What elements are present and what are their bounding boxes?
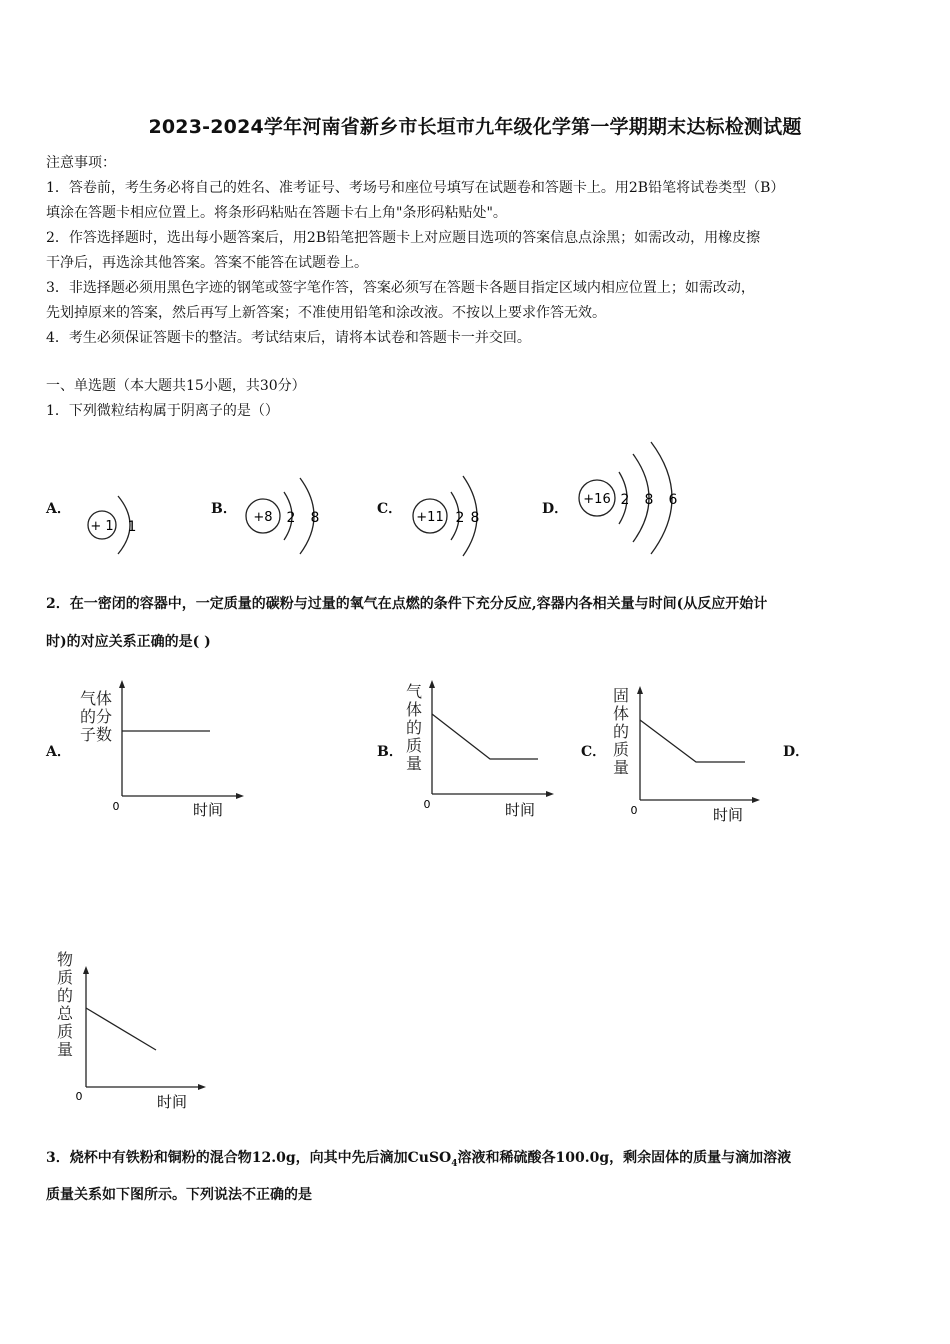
q2-c-ylabel-char-5: 量 (613, 758, 630, 777)
q2-option-b-label: B． (377, 744, 403, 760)
q2-d-ylabel-char-6: 量 (57, 1040, 74, 1059)
q2-c-origin: 0 (630, 804, 638, 817)
q2-b-ylabel-char-2: 体 (406, 700, 423, 719)
q2-option-d-label: D． (783, 744, 810, 760)
q2-c-data-line (640, 720, 745, 762)
q2-option-d-graph (74, 962, 214, 1112)
q2-b-xlabel: 时间 (504, 801, 536, 819)
q2-b-ylabel-char-1: 气 (406, 682, 423, 701)
question-2-stem-line-2: 时)的对应关系正确的是( ) (46, 634, 211, 650)
q1-option-d-atom-diagram (575, 438, 705, 558)
q2-a-ylabel-line-2: 的分 (80, 707, 113, 726)
note-1-line-2: 填涂在答题卡相应位置上。将条形码粘贴在答题卡右上角"条形码粘贴处"。 (46, 205, 507, 221)
q2-c-ylabel-char-2: 体 (613, 704, 630, 723)
q2-option-b-graph (420, 678, 560, 823)
q1-d-nucleus: +16 (583, 492, 611, 507)
q2-b-data-line (432, 714, 538, 759)
q1-option-a-label: A． (46, 501, 71, 517)
q3-stem-subscript: 4 (451, 1158, 458, 1169)
note-3-line-2: 先划掉原来的答案，然后再写上新答案；不准使用铅笔和涂改液。不按以上要求作答无效。 (46, 305, 606, 321)
q1-c-nucleus: +11 (416, 510, 444, 525)
q2-a-xlabel: 时间 (192, 801, 224, 819)
q2-b-ylabel-char-3: 的 (406, 718, 423, 737)
question-3-stem-line-2: 质量关系如下图所示。下列说法不正确的是 (46, 1187, 312, 1203)
q2-a-ylabel-line-3: 子数 (80, 725, 113, 744)
q2-c-ylabel-char-3: 的 (613, 722, 630, 741)
q1-c-shell-1: 2 (455, 510, 465, 526)
q1-option-b-label: B． (211, 501, 237, 517)
q2-d-ylabel-char-1: 物 (57, 950, 74, 969)
q2-d-origin: 0 (75, 1090, 83, 1103)
note-4: 4．考生必须保证答题卡的整洁。考试结束后，请将本试卷和答题卡一并交回。 (46, 330, 531, 346)
q1-option-c-label: C． (377, 501, 403, 517)
q1-b-shell-2: 8 (310, 510, 320, 526)
q2-c-ylabel-char-4: 质 (613, 740, 630, 759)
q1-b-nucleus: +8 (253, 510, 273, 525)
q2-a-ylabel-line-1: 气体 (80, 689, 113, 708)
q1-option-a-atom-diagram (80, 480, 150, 570)
note-1-line-1: 1．答卷前，考生务必将自己的姓名、准考证号、考场号和座位号填写在试题卷和答题卡上。用2B铅笔将试卷类型（B） (46, 180, 785, 196)
q2-b-origin: 0 (423, 798, 431, 811)
q1-d-shell-1: 2 (620, 492, 630, 508)
q2-c-ylabel-char-1: 固 (613, 686, 630, 705)
note-2-line-2: 干净后，再选涂其他答案。答案不能答在试题卷上。 (46, 255, 368, 271)
q1-option-d-label: D． (542, 501, 569, 517)
question-2-stem-line-1: 2．在一密闭的容器中，一定质量的碳粉与过量的氧气在点燃的条件下充分反应,容器内各相关量与时间(从反应开始计 (46, 596, 768, 612)
q2-option-a-graph (110, 678, 250, 823)
q1-b-shell-1: 2 (286, 510, 296, 526)
q1-option-b-atom-diagram (240, 470, 340, 565)
page-title: 2023-2024学年河南省新乡市长垣市九年级化学第一学期期末达标检测试题 (148, 116, 802, 138)
q2-b-ylabel-char-4: 质 (406, 736, 423, 755)
question-3-stem-line-1 (46, 1149, 791, 1173)
q2-d-ylabel-char-3: 的 (57, 986, 74, 1005)
q1-c-shell-2: 8 (470, 510, 480, 526)
note-2-line-1: 2．作答选择题时，选出每小题答案后，用2B铅笔把答题卡上对应题目选项的答案信息点涂黑；如需改动，用橡皮擦 (46, 230, 761, 246)
q1-a-shell-1: 1 (127, 519, 137, 535)
section-heading: 一、单选题（本大题共15小题，共30分） (46, 378, 306, 394)
q2-c-xlabel: 时间 (712, 806, 744, 824)
q2-option-c-label: C． (581, 744, 607, 760)
q2-d-xlabel: 时间 (156, 1093, 188, 1111)
q2-d-data-line (86, 1008, 156, 1050)
note-3-line-1: 3．非选择题必须用黑色字迹的钢笔或签字笔作答，答案必须写在答题卡各题目指定区域内相应位置上；如需改动， (46, 280, 755, 296)
q1-d-shell-3: 6 (668, 492, 678, 508)
q1-d-shell-2: 8 (644, 492, 654, 508)
q2-option-c-graph (628, 682, 768, 827)
q3-stem-part-2: 溶液和稀硫酸各100.0g，剩余固体的质量与滴加溶液 (457, 1150, 792, 1166)
q1-a-nucleus: + 1 (90, 519, 114, 534)
q1-option-c-atom-diagram (405, 470, 505, 565)
q3-stem-part-1: 3．烧杯中有铁粉和铜粉的混合物12.0g，向其中先后滴加CuSO (46, 1150, 452, 1166)
notes-heading: 注意事项： (46, 155, 116, 171)
q2-d-ylabel-char-4: 总 (57, 1004, 74, 1023)
question-1-stem: 1．下列微粒结构属于阴离子的是（） (46, 403, 279, 419)
q2-b-ylabel-char-5: 量 (406, 754, 423, 773)
q2-d-ylabel-char-2: 质 (57, 968, 74, 987)
q2-d-ylabel-char-5: 质 (57, 1022, 74, 1041)
q2-option-a-label: A． (46, 744, 71, 760)
q2-a-origin: 0 (112, 800, 120, 813)
